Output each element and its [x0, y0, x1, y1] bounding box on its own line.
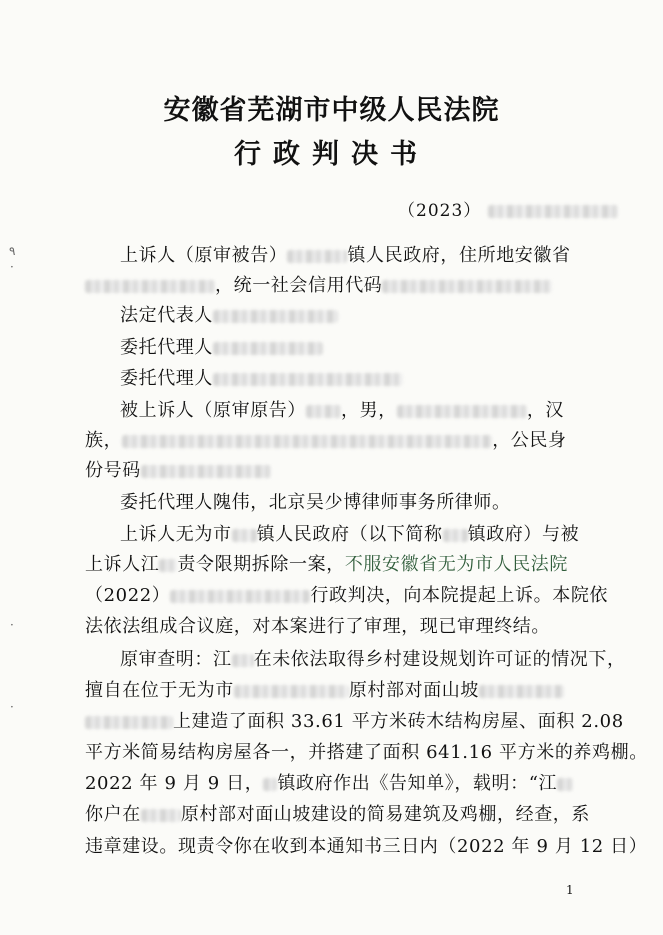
paragraph-line: 2022 年 9 月 9 日， 镇政府作出《告知单》，载明：“江 — [85, 769, 573, 799]
appellant-line-2: ，统一社会信用代码 — [85, 271, 552, 301]
redacted — [122, 435, 492, 448]
case-number — [398, 196, 618, 221]
redacted — [213, 373, 403, 386]
document-title: 行政判决书 — [234, 139, 429, 170]
paragraph-line: 法依法组成合议庭，对本案进行了审理，现已审理终结。 — [85, 616, 550, 637]
paragraph-line: 你户在 原村部对面山坡建设的简易建筑及鸡棚，经查，系 — [85, 804, 591, 825]
legal-rep-line: 法定代表人 — [120, 301, 338, 331]
scan-mark: · — [10, 618, 14, 632]
redacted — [141, 465, 271, 478]
redacted — [306, 405, 341, 418]
paragraph-line: 擅自在位于无为市 原村部对面山坡 — [85, 676, 564, 706]
appellee-line-3: 份号码 — [85, 456, 271, 486]
redacted — [479, 685, 564, 698]
case-number-prefix: （2023） — [398, 201, 482, 221]
redacted — [443, 529, 468, 542]
scan-mark: · — [10, 260, 14, 274]
redacted — [170, 590, 310, 603]
agent-line-3: 委托代理人隗伟，北京吴少博律师事务所律师。 — [120, 492, 511, 513]
agent-line-2: 委托代理人 — [120, 364, 403, 394]
paragraph-line: 违章建设。现责令你在收到本通知书三日内（2022 年 9 月 12 日） — [85, 836, 648, 857]
scan-mark: · — [10, 700, 14, 714]
appellant-line-1: 上诉人（原审被告） 镇人民政府，住所地安徽省 — [120, 245, 571, 266]
redacted — [213, 342, 323, 355]
paragraph-line: 平方米简易结构房屋各一，并搭建了面积 641.16 平方米的养鸡棚。 — [85, 742, 648, 763]
redacted — [85, 716, 173, 729]
redacted — [213, 310, 338, 323]
paragraph-line: 上诉人江 责令限期拆除一案，不服安徽省无为市人民法院 — [85, 554, 569, 575]
redacted — [232, 654, 254, 667]
redacted — [263, 778, 277, 791]
court-name: 安徽省芜湖市中级人民法院 — [163, 95, 500, 126]
redacted — [382, 280, 552, 293]
paragraph-line: （2022） 行政判决，向本院提起上诉。本院依 — [85, 585, 609, 606]
page-number: 1 — [566, 883, 574, 897]
redacted — [287, 250, 347, 263]
redacted-case-number — [488, 205, 618, 218]
paragraph-line: 上建造了面积 33.61 平方米砖木结构房屋、面积 2.08 — [85, 707, 624, 737]
redacted — [397, 405, 527, 418]
redacted — [141, 809, 181, 822]
redacted — [159, 559, 177, 572]
paragraph-line: 上诉人无为市 镇人民政府（以下简称 镇政府）与被 — [120, 524, 580, 545]
appellee-line-1: 被上诉人（原审原告） ，男， ，汉 — [120, 400, 565, 421]
agent-line-1: 委托代理人 — [120, 333, 323, 363]
scan-mark: ٩ — [9, 244, 16, 258]
redacted — [234, 685, 349, 698]
redacted — [232, 529, 257, 542]
appellee-line-2: 族， ，公民身 — [85, 430, 567, 451]
redacted — [85, 280, 215, 293]
redacted — [557, 778, 573, 791]
paragraph-line: 原审查明：江 在未依法取得乡村建设规划许可证的情况下， — [120, 649, 626, 670]
